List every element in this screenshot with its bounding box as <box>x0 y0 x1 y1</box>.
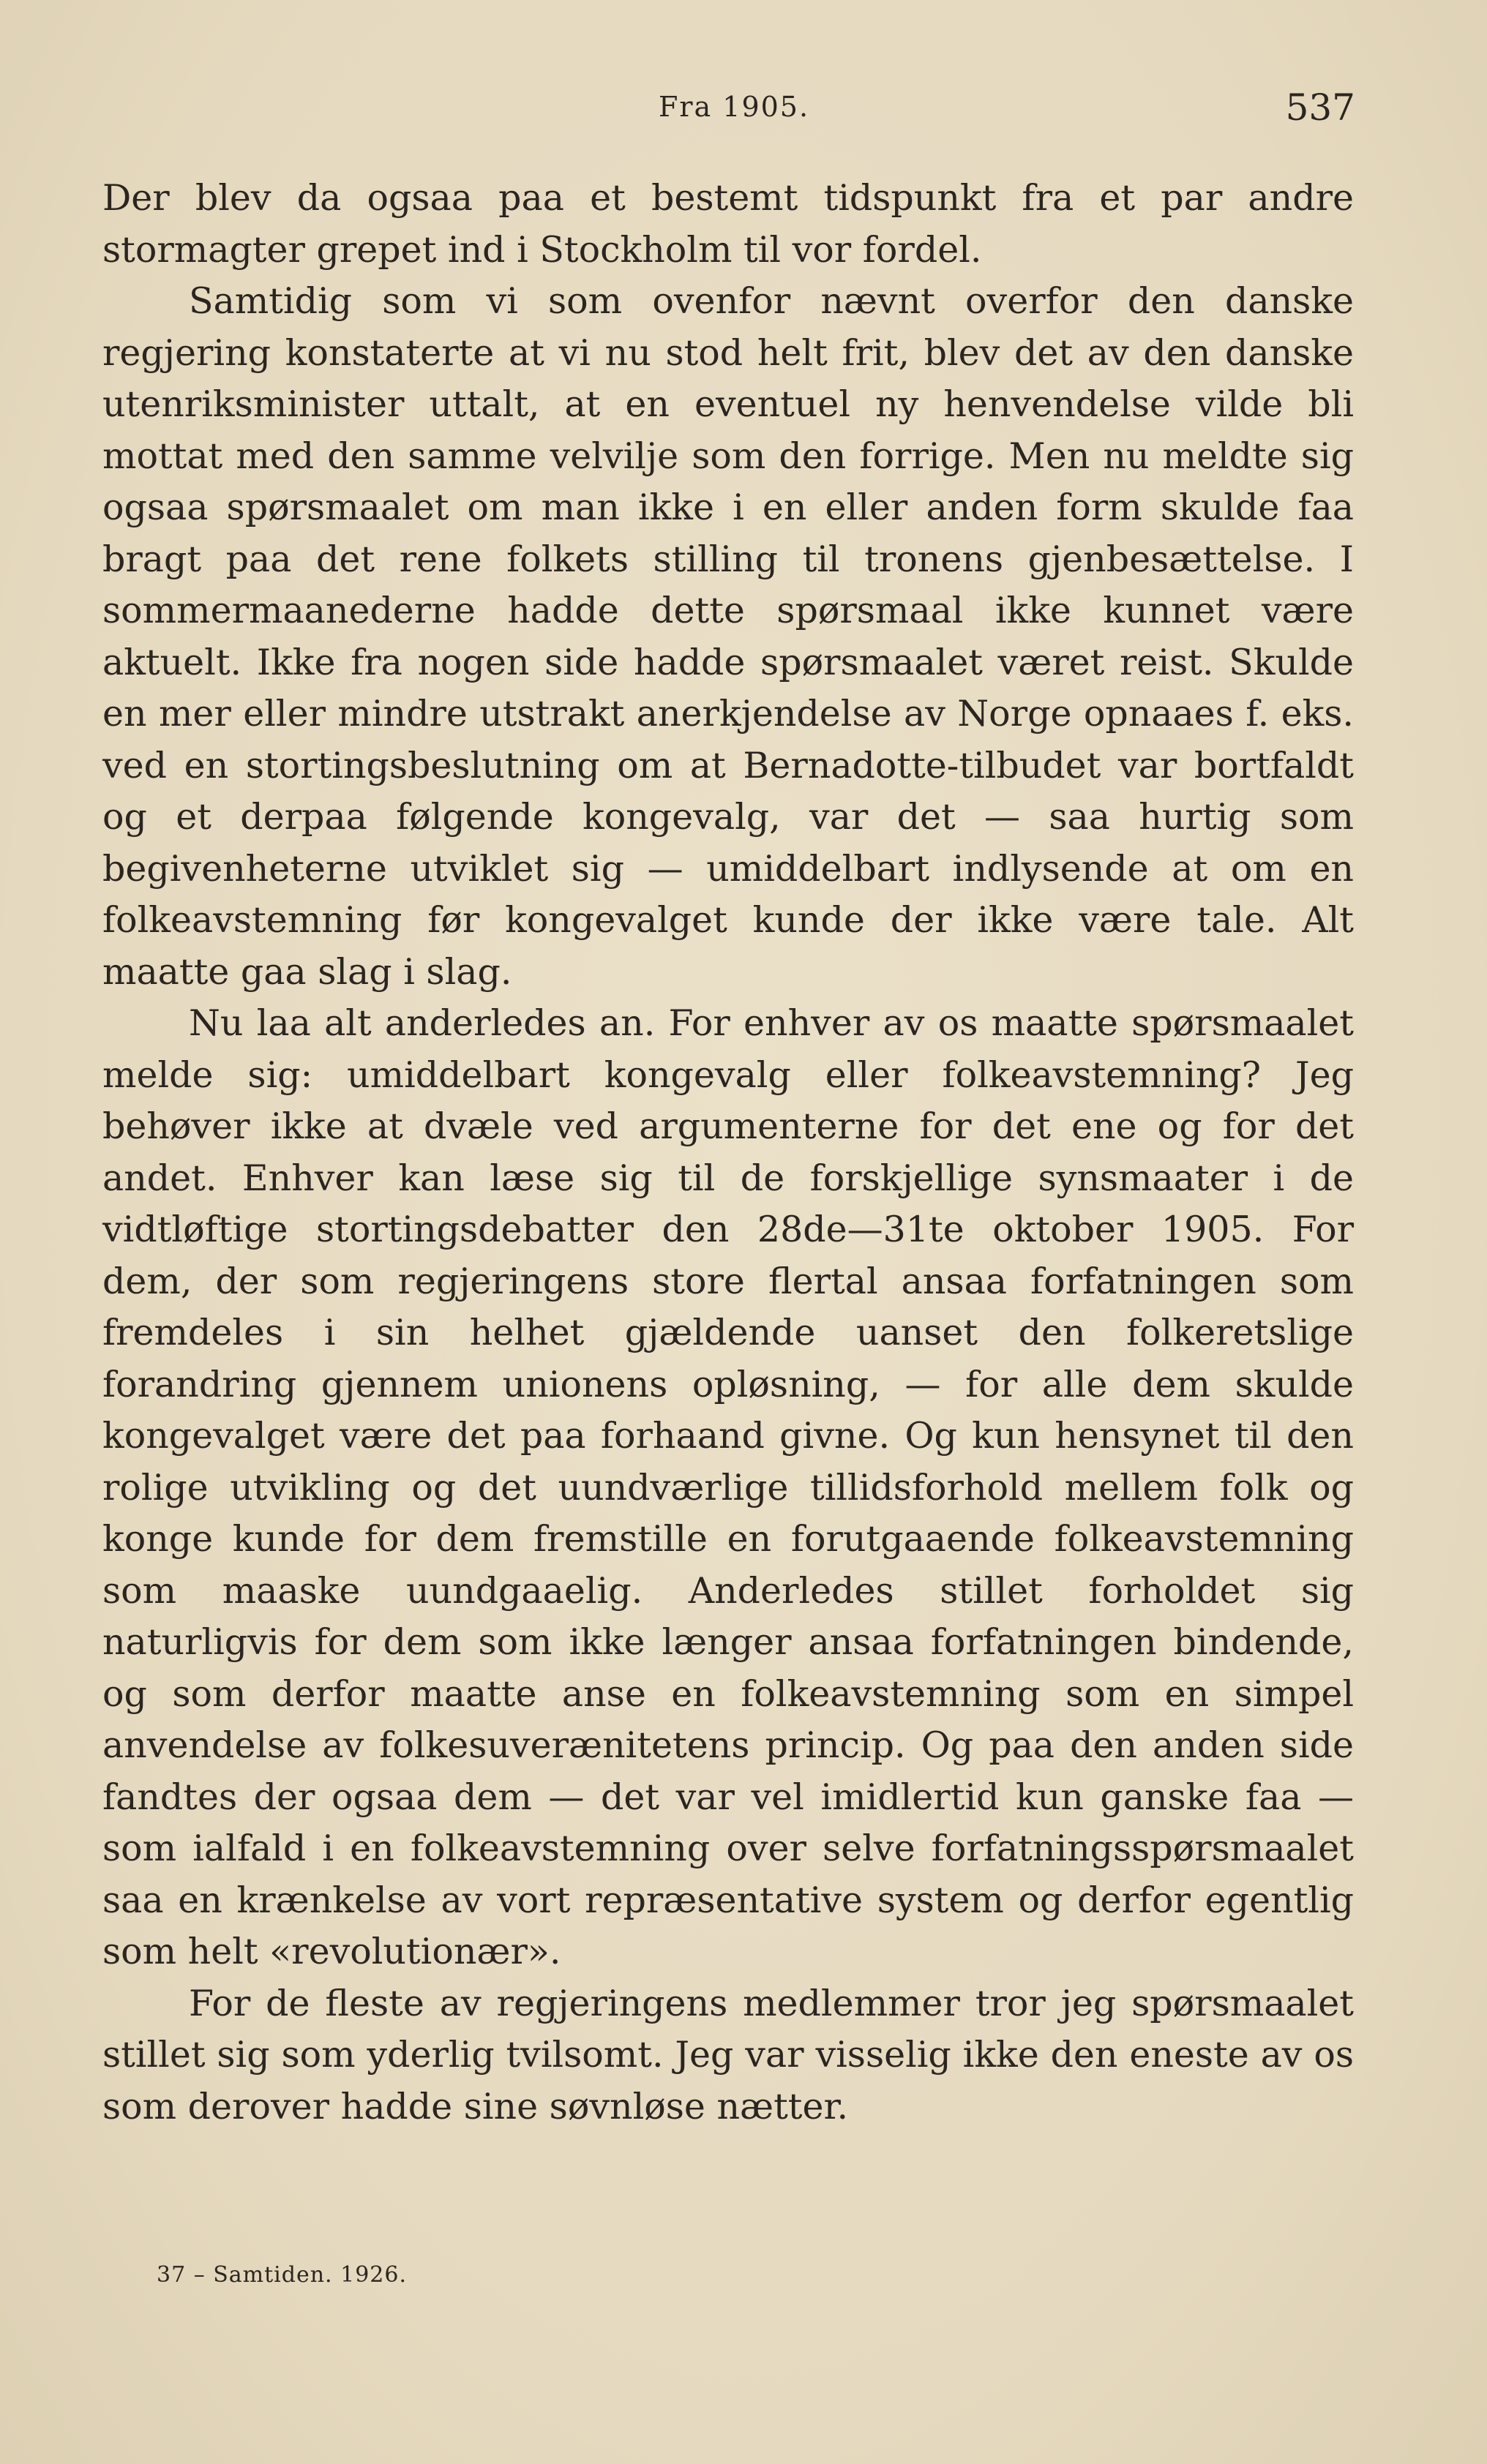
signature-line: 37 – Samtiden. 1926. <box>157 2262 408 2288</box>
paragraph-1: Der blev da ogsaa paa et bestemt tidspunkt fra et par andre stormagter grepet ind i Stockholm til vor fordel. <box>102 177 1354 271</box>
page-number: 537 <box>1285 86 1355 129</box>
paragraph-4: For de fleste av regjeringens medlemmer tror jeg spørsmaalet stillet sig som yderlig tvilsomt. Jeg var visselig ikke den eneste av os som derover hadde sine søvnløse nætter. <box>102 1982 1354 2127</box>
paragraph-3: Nu laa alt anderledes an. For enhver av os maatte spørsmaalet melde sig: umiddelbart kongevalg eller folkeavstemning? Jeg behøver ikke at dvæle ved argumenterne for det ene og for det andet. Enhver kan læse sig til de forskjellige synsmaater i de vidtløftige stortingsdebatter den 28de—31te oktober 1905. For dem, der som regjeringens store flertal ansaa forfatningen som fremdeles i sin helhet gjældende uanset den folkeretslige forandring gjennem unionens opløsning, — for alle dem skulde kongevalget være det paa forhaand givne. Og kun hensynet til den rolige utvikling og det uundværlige tillidsforhold mellem folk og konge kunde for dem fremstille en forutgaaende folkeavstemning som maaske uundgaaelig. Anderledes stillet forholdet sig naturligvis for dem som ikke længer ansaa forfatningen bindende, og som derfor maatte anse en folkeavstemning som en simpel anvendelse av folkesuverænitetens princip. Og paa den anden side fandtes der ogsaa dem — det var vel imidlertid kun ganske faa — som ialfald i en folkeavstemning over selve forfatningsspørsmaalet saa en krænkelse av vort repræsentative system og derfor egentlig som helt «revolutionær». <box>102 1002 1354 1972</box>
page-header <box>102 86 1355 138</box>
paragraph-2: Samtidig som vi som ovenfor nævnt overfor den danske regjering konstaterte at vi nu stod helt frit, blev det av den danske utenriksminister uttalt, at en eventuel ny henvendelse vilde bli mottat med den samme velvilje som den forrige. Men nu meldte sig ogsaa spørsmaalet om man ikke i en eller anden form skulde faa bragt paa det rene folkets stilling til tronens gjenbesættelse. I sommermaanederne hadde dette spørsmaal ikke kunnet være aktuelt. Ikke fra nogen side hadde spørsmaalet været reist. Skulde en mer eller mindre utstrakt anerkjendelse av Norge opnaaes f. eks. ved en stortingsbeslutning om at Bernadotte-tilbudet var bortfaldt og et derpaa følgende kongevalg, var det — saa hurtig som begivenheterne utviklet sig — umiddelbart indlysende at om en folkeavstemning før kongevalget kunde der ikke være tale. Alt maatte gaa slag i slag. <box>102 280 1354 993</box>
body-text <box>102 173 1354 2133</box>
running-title: Fra 1905. <box>659 91 810 123</box>
